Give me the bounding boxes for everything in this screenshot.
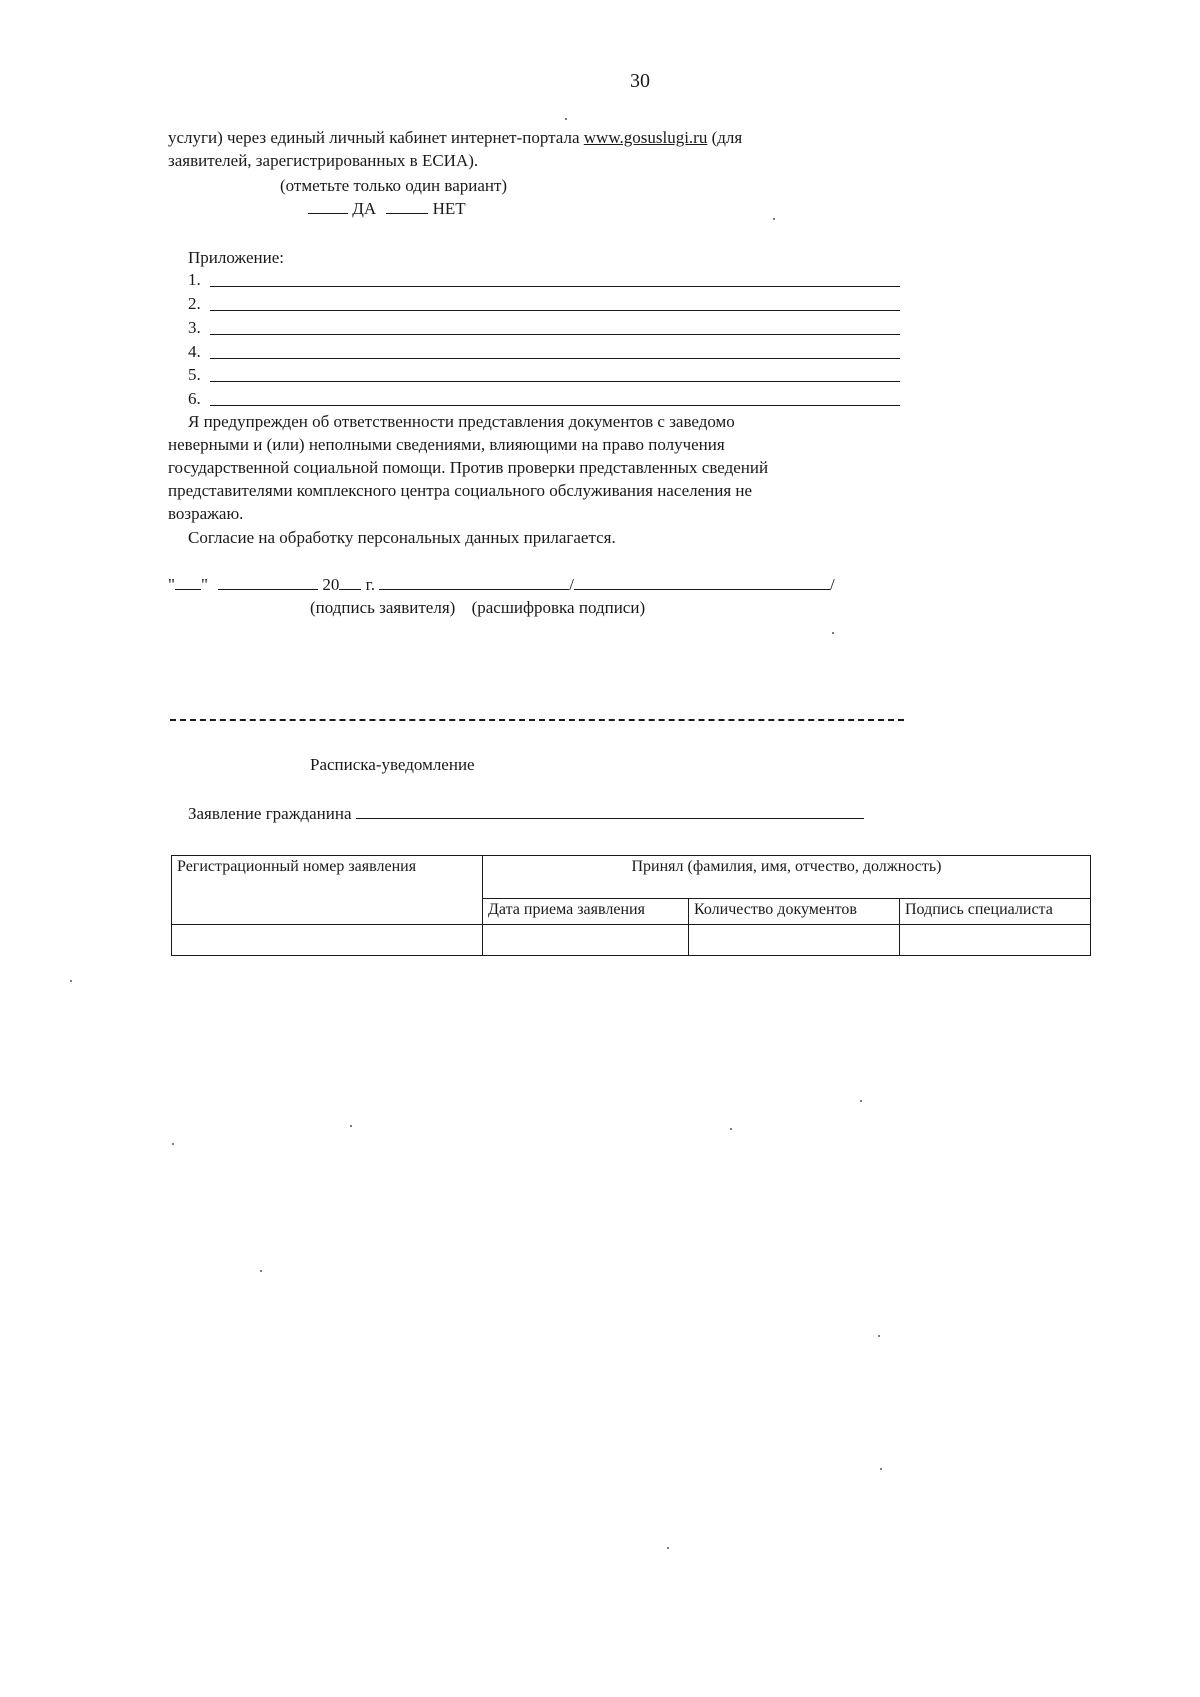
scan-speck — [880, 1468, 882, 1470]
slash-end: / — [829, 575, 835, 594]
option-yes-label: ДА — [352, 199, 377, 218]
warning-line-2: неверными и (или) неполными сведениями, влияющими на право получения — [168, 435, 725, 454]
choose-note: (отметьте только один вариант) — [280, 176, 508, 195]
caption-decoding: (расшифровка подписи) — [471, 598, 646, 617]
attachment-row-6[interactable] — [188, 388, 900, 410]
signature-captions — [310, 597, 645, 619]
signature-decoding-blank[interactable] — [574, 575, 830, 590]
scan-speck — [667, 1547, 669, 1549]
scan-speck — [730, 1128, 732, 1130]
attachment-line[interactable] — [210, 334, 900, 335]
signature-cell[interactable] — [900, 925, 1091, 956]
page-number: 30 — [630, 70, 650, 92]
intro-text-after-link: (для — [707, 128, 743, 147]
attachment-number: 3. — [188, 318, 201, 337]
day-blank[interactable] — [175, 575, 201, 590]
attachment-number: 4. — [188, 342, 201, 361]
intro-text-before-link: услуги) через единый личный кабинет интернет-портала — [168, 128, 584, 147]
scan-speck — [70, 980, 72, 982]
citizen-label: Заявление гражданина — [188, 804, 352, 823]
scan-speck — [773, 218, 775, 220]
scan-speck — [878, 1335, 880, 1337]
attachment-number: 1. — [188, 270, 201, 289]
attachment-row-4[interactable] — [188, 341, 900, 363]
reg-number-header: Регистрационный номер заявления — [172, 856, 483, 925]
attachment-row-3[interactable] — [188, 317, 900, 339]
attachment-line[interactable] — [210, 381, 900, 382]
attachment-row-2[interactable] — [188, 293, 900, 315]
year-prefix: 20 — [322, 575, 340, 594]
attachment-number: 2. — [188, 294, 201, 313]
signature-blank[interactable] — [379, 575, 569, 590]
scan-speck — [860, 1100, 862, 1102]
caption-signature: (подпись заявителя) — [310, 598, 456, 617]
yes-no-options — [308, 198, 466, 220]
consent-text: Согласие на обработку персональных данных прилагается. — [188, 528, 616, 547]
gosuslugi-link[interactable]: www.gosuslugi.ru — [583, 128, 708, 147]
attachment-number: 5. — [188, 365, 201, 384]
yes-blank[interactable] — [308, 199, 348, 214]
date-cell[interactable] — [483, 925, 689, 956]
attachment-number: 6. — [188, 389, 201, 408]
attachment-row-1[interactable] — [188, 269, 900, 291]
year-suffix: г. — [365, 575, 375, 594]
scan-speck — [565, 118, 567, 120]
scan-speck — [172, 1143, 174, 1145]
table-row — [172, 856, 1091, 899]
warning-line-4: представителями комплексного центра социального обслуживания населения не — [168, 481, 753, 500]
quote-close: " — [200, 575, 208, 594]
count-header: Количество документов — [689, 899, 900, 925]
no-blank[interactable] — [386, 199, 428, 214]
attachment-line[interactable] — [210, 358, 900, 359]
attachment-line[interactable] — [210, 286, 900, 287]
scan-speck — [260, 1270, 262, 1272]
receipt-table — [171, 855, 1091, 956]
signature-header: Подпись специалиста — [900, 899, 1091, 925]
scan-speck — [832, 632, 834, 634]
month-blank[interactable] — [218, 575, 318, 590]
warning-line-3: государственной социальной помощи. Против проверки представленных сведений — [168, 458, 769, 477]
year-blank[interactable] — [339, 575, 361, 590]
table-row — [172, 925, 1091, 956]
intro-line-2: заявителей, зарегистрированных в ЕСИА). — [168, 151, 479, 170]
count-cell[interactable] — [689, 925, 900, 956]
date-header: Дата приема заявления — [483, 899, 689, 925]
attachments-heading: Приложение: — [188, 248, 284, 267]
accepted-header: Принял (фамилия, имя, отчество, должность) — [483, 856, 1091, 899]
reg-number-cell[interactable] — [172, 925, 483, 956]
slash-separator: / — [569, 575, 574, 594]
cut-line — [170, 719, 904, 721]
warning-line-5: возражаю. — [168, 504, 244, 523]
citizen-name-blank[interactable] — [356, 804, 864, 819]
attachment-line[interactable] — [210, 405, 900, 406]
warning-line-1: Я предупрежден об ответственности представления документов с заведомо — [188, 412, 735, 431]
scan-speck — [350, 1125, 352, 1127]
quote-open: " — [168, 575, 175, 594]
attachment-row-5[interactable] — [188, 364, 900, 386]
receipt-title: Расписка-уведомление — [310, 755, 475, 774]
option-no-label: НЕТ — [432, 199, 466, 218]
signature-line — [168, 574, 835, 596]
citizen-statement-line — [188, 803, 864, 825]
intro-line-1 — [168, 127, 742, 149]
attachment-line[interactable] — [210, 310, 900, 311]
